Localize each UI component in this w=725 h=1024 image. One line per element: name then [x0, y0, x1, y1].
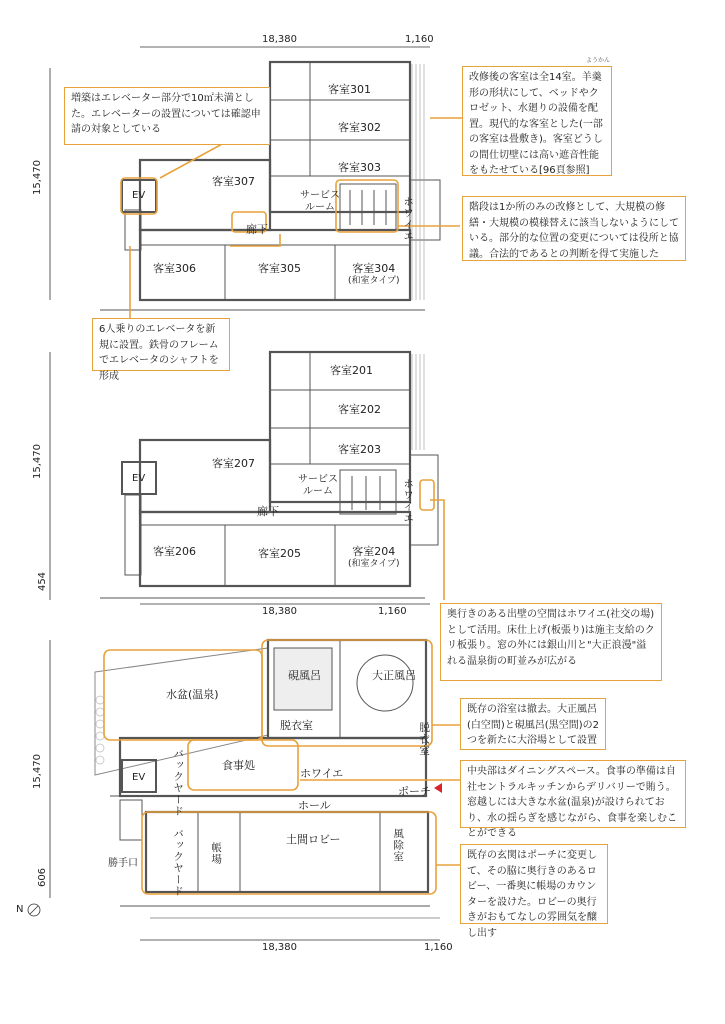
room-202: 客室202 — [338, 403, 381, 416]
foyer-2f: ホワイエ — [402, 478, 415, 524]
earthen-lobby: 土間ロビー — [286, 833, 341, 846]
callout-entrance-note: 既存の玄関はポーチに変更して、その脇に奥行きのあるロビー、一番奥に帳場のカウンターを設けた。ロビーの奥行きがおもてなしの雰囲気を醸し出す — [460, 844, 608, 924]
callout-rooms-note: 改修後の客室は全14室。羊羹形の形状にして、ベッドやクロゼット、水廻りの設備を配置。現代的な客室とした(一部の客室は畳敷き)。客室どうしの間仕切壁には高い遮音性能をもたせている[96頁参照] — [462, 66, 612, 176]
dining-area: 食事処 — [222, 759, 255, 772]
room-302: 客室302 — [338, 121, 381, 134]
room-203: 客室203 — [338, 443, 381, 456]
dim-extra-1f: 606 — [37, 867, 49, 888]
backyard-lower: バックヤード — [172, 828, 185, 897]
room-204-type: (和室タイプ) — [348, 558, 400, 569]
room-204 — [348, 546, 400, 569]
service-room-3f — [300, 190, 340, 213]
callout-ev-note: 増築はエレベーター部分で10㎡未満とした。エレベーターの設置については確認申請の対象としている — [64, 87, 270, 145]
callout-ev-frame-note: 6人乗りのエレベータを新規に設置。鉄骨のフレームでエレベータのシャフトを形成 — [92, 318, 230, 371]
room-201: 客室201 — [330, 364, 373, 377]
pool-onsen: 水盆(温泉) — [166, 688, 219, 701]
backyard-upper: バックヤード — [172, 748, 185, 817]
service-room-2f-line1: サービス — [298, 474, 338, 485]
room-206: 客室206 — [153, 545, 196, 558]
rooms-note-ruby: ようかん — [586, 57, 611, 64]
ev-3f: EV — [132, 190, 146, 201]
corridor-2f: 廊下 — [257, 505, 279, 518]
room-301: 客室301 — [328, 83, 371, 96]
dim-extra-2f: 454 — [37, 571, 49, 592]
service-room-3f-line2: ルーム — [305, 201, 335, 213]
windbreak-room: 風除室 — [392, 828, 405, 863]
room-306: 客室306 — [153, 262, 196, 275]
service-room-2f-line2: ルーム — [303, 485, 333, 497]
room-205: 客室205 — [258, 547, 301, 560]
north-mark-label: N — [16, 904, 24, 915]
service-entrance: 勝手口 — [108, 858, 138, 869]
bath-taisho: 大正風呂 — [372, 669, 416, 682]
callout-bath-note: 既存の浴室は撤去。大正風呂(白空間)と硯風呂(黒空間)の2つを新たに大浴場として設置 — [460, 698, 606, 750]
dim-top-side-2f: 1,160 — [378, 606, 407, 617]
dim-top-side-1f: 1,160 — [424, 942, 453, 953]
dim-top-width-3f: 18,380 — [262, 34, 297, 45]
ev-2f: EV — [132, 473, 146, 484]
service-room-3f-line1: サービス — [300, 190, 340, 201]
room-307: 客室307 — [212, 175, 255, 188]
room-207: 客室207 — [212, 457, 255, 470]
changing-room: 脱衣室 — [280, 719, 313, 732]
callout-foyer-note: 奥行きのある出壁の空間はホワイエ(社交の場)として活用。床仕上げ(板張り)は施主支給のクリ板張り。窓の外には銀山川と"大正浪漫"溢れる温泉街の町並みが広がる — [440, 603, 662, 681]
porch: ポーチ — [398, 785, 431, 798]
corridor-3f: 廊下 — [246, 223, 268, 236]
callout-stair-note: 階段は1か所のみの改修として、大規模の修繕・大規模の模様替えに該当しないようにしている。部分的な位置の変更については役所と協議。合法的であるとの判断を得て実施した — [462, 196, 686, 261]
changing-room-2: 脱衣室 — [418, 722, 431, 757]
room-303: 客室303 — [338, 161, 381, 174]
callout-dining-note: 中央部はダイニングスペース。食事の準備は自社セントラルキッチンからデリバリーで賄う。窓越しには大きな水盆(温泉)が設けられており、水の揺らぎを感じながら、食事を楽しむことができる — [460, 760, 686, 828]
room-304-label: 客室304 — [352, 262, 396, 275]
front-desk-office: 帳場 — [210, 842, 223, 865]
room-304 — [348, 263, 400, 286]
room-304-type: (和室タイプ) — [348, 275, 400, 286]
service-room-2f — [298, 474, 338, 497]
foyer-3f: ホワイエ — [402, 196, 415, 242]
dim-height-3f: 15,470 — [32, 160, 43, 195]
dim-height-2f: 15,470 — [32, 444, 43, 479]
dim-height-1f: 15,470 — [32, 754, 43, 789]
room-204-label: 客室204 — [352, 545, 396, 558]
dim-top-width-2f: 18,380 — [262, 606, 297, 617]
ev-1f: EV — [132, 772, 146, 783]
room-305: 客室305 — [258, 262, 301, 275]
bath-white: 硯風呂 — [288, 669, 321, 682]
hall: ホール — [298, 799, 331, 812]
foyer-1f: ホワイエ — [300, 767, 344, 780]
dim-top-width-1f: 18,380 — [262, 942, 297, 953]
dim-top-side-3f: 1,160 — [405, 34, 434, 45]
